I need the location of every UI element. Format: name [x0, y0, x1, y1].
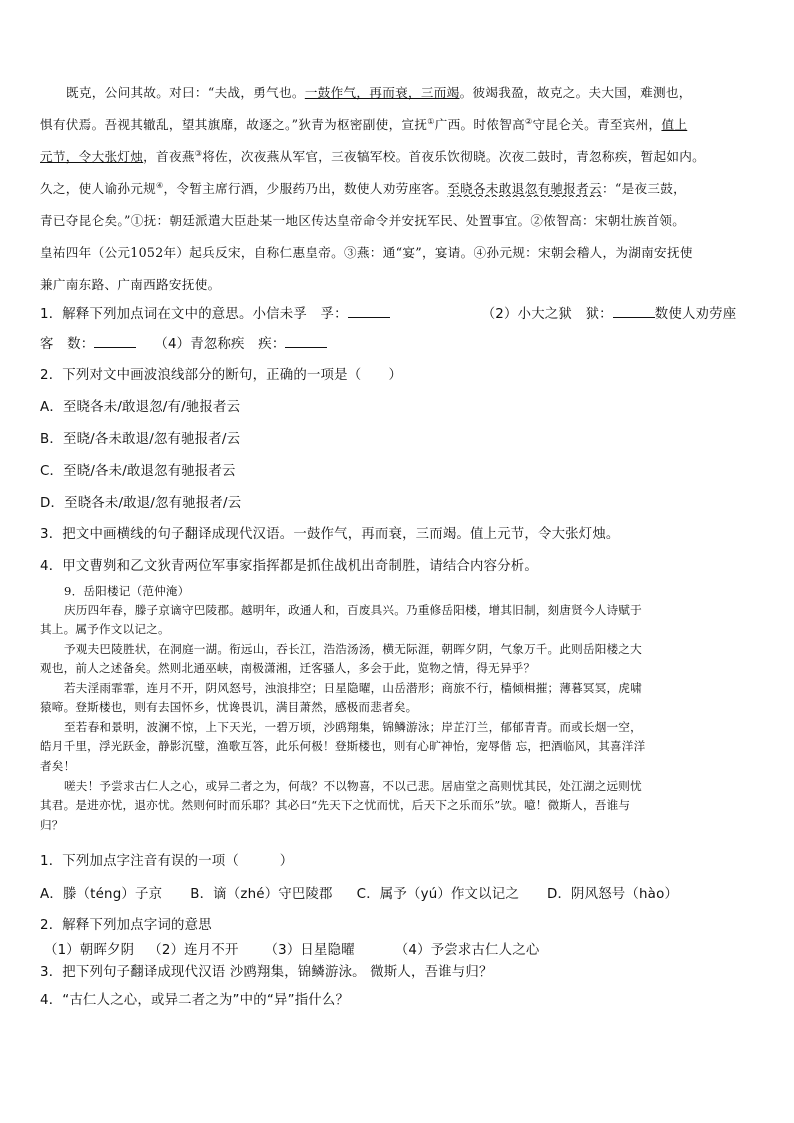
passage2-question-2: 2．解释下列加点字词的意思 [40, 918, 212, 933]
item-2: （2）连月不开 [148, 943, 239, 958]
question-3: 3．把文中画横线的句子翻译成现代汉语。一鼓作气，再而衰，三而竭。值上元节，令大张灯烛。 [40, 527, 620, 542]
passage2-line: 予观夫巴陵胜状，在洞庭一湖。衔远山，吞长江，浩浩汤汤，横无际涯，朝晖夕阴，气象万千。此则岳阳楼之大 [64, 642, 642, 656]
passage2-question-2-items [40, 939, 764, 958]
passage2-line: 观也，前人之述备矣。然则北通巫峡，南极潇湘，迁客骚人，多会于此，览物之情，得无异乎？ [40, 661, 536, 675]
passage1-line-5 [40, 210, 760, 229]
text-segment: ，令暂主席行酒，少服药乃出，数使人劝劳座客。 [163, 181, 448, 196]
passage2-line: 其君。是进亦忧，退亦忧。然则何时而乐耶？其必曰“先天下之忧而忧，后天下之乐而乐”欤。噫！微斯人，吾谁与 [40, 798, 631, 812]
passage2-line: 猿啼。登斯楼也，则有去国怀乡，忧谗畏讥，满目萧然，感极而悲者矣。 [40, 700, 418, 714]
text-segment: 既克，公问其故。对曰：“夫战，勇气也。 [66, 85, 305, 100]
item-4: （4）予尝求古仁人之心 [394, 943, 540, 958]
answer-blank[interactable] [285, 335, 327, 348]
text-segment: 青已夺昆仑矣。”①抚：朝廷派遣大臣赴某一地区传达皇帝命令并安抚军民、处置事宜。②侬智高：宋朝壮族首领。 [40, 213, 686, 228]
underlined-sentence: 元节，令大张灯烛 [40, 149, 144, 164]
passage1-line-7 [40, 274, 760, 293]
footnote-mark: ② [525, 116, 533, 126]
passage2-question-4: 4．“古仁人之心，或异二者之为”中的“异”指什么？ [40, 993, 350, 1008]
passage2-question-3: 3．把下列句子翻译成现代汉语 沙鸥翔集，锦鳞游泳。 微斯人，吾谁与归？ [40, 965, 493, 980]
underlined-sentence: 一鼓作气，再而衰，三而竭 [304, 85, 460, 100]
passage2-line: 若夫淫雨霏霏，连月不开，阴风怒号，浊浪排空；日星隐曜，山岳潜形；商旅不行，樯倾楫摧；薄暮冥冥，虎啸 [64, 681, 642, 695]
text-segment: 。彼竭我盈，故克之。夫大国，难测也， [459, 85, 692, 100]
passage1-line-2 [40, 114, 760, 133]
passage1-line-6 [40, 242, 760, 261]
text-segment: 将佐，次夜燕从军官，三夜犒军校。首夜乐饮彻晓。次夜二鼓时，青忽称疾，暂起如内。 [202, 149, 706, 164]
option-b[interactable]: B．谪（zhé）守巴陵郡 [190, 887, 333, 902]
item-3: （3）日星隐曜 [264, 943, 355, 958]
question-1-continued [40, 333, 760, 352]
question-text: 1．解释下列加点词在文中的意思。小信未孚 孚： [40, 307, 348, 322]
option-c[interactable]: C．至晓/各未/敢退忽有驰报者云 [40, 464, 236, 479]
passage2-question-1-options [40, 883, 760, 902]
answer-blank[interactable] [613, 305, 655, 318]
wavy-underlined-sentence: 至晓各未敢退忽有驰报者云 [447, 181, 602, 196]
option-d[interactable]: D．阴风怒号（hào） [546, 887, 679, 902]
option-c[interactable]: C．属予（yú）作文以记之 [356, 887, 519, 902]
answer-blank[interactable] [348, 305, 390, 318]
item-1: （1）朝晖夕阴 [44, 943, 135, 958]
answer-blank[interactable] [94, 335, 136, 348]
passage2-line: 者矣！ [40, 759, 76, 773]
text-segment: 久之，使人谕孙元规 [40, 181, 157, 196]
option-a[interactable]: A．至晓各未/敢退忽/有/驰报者云 [40, 400, 241, 415]
question-text: （2）小大之狱 狱： [481, 307, 613, 322]
question-4: 4．甲文曹刿和乙文狄青两位军事家指挥都是抓住战机出奇制胜，请结合内容分析。 [40, 559, 538, 574]
text-segment: 兼广南东路、广南西路安抚使。 [40, 277, 221, 292]
text-segment: 惧有伏焉。吾视其辙乱，望其旗靡，故逐之。”狄青为枢密副使，宣抚 [40, 117, 428, 132]
passage1-line-4 [40, 178, 760, 197]
question-text: 数使人劝劳座 [654, 307, 737, 322]
passage2-line: 其上。属予作文以记之。 [40, 622, 170, 636]
text-segment: 广西。时侬智高 [434, 117, 526, 132]
question-1 [40, 303, 760, 322]
option-a[interactable]: A．滕（téng）子京 [40, 887, 163, 902]
passage2-line: 归？ [40, 818, 64, 832]
passage2-line: 庆历四年春，滕子京谪守巴陵郡。越明年，政通人和，百废具兴。乃重修岳阳楼，增其旧制，刻唐贤今人诗赋于 [64, 603, 642, 617]
passage1-line-1 [40, 82, 760, 101]
question-text: 客 数： [40, 337, 95, 352]
passage2-line: 至若春和景明，波澜不惊，上下天光，一碧万顷，沙鸥翔集，锦鳞游泳；岸芷汀兰，郁郁青青。而或长烟一空， [64, 720, 642, 734]
passage2-line: 嗟夫！予尝求古仁人之心，或异二者之为，何哉？不以物喜，不以己悲。居庙堂之高则忧其民，处江湖之远则忧 [64, 779, 642, 793]
footnote-mark: ① [427, 116, 435, 126]
footnote-mark: ④ [156, 180, 164, 190]
question-text: （4）青忽称疾 疾： [154, 337, 286, 352]
footnote-mark: ③ [194, 148, 203, 158]
question-2: 2．下列对文中画波浪线部分的断句，正确的一项是（ ） [40, 368, 403, 383]
text-segment: ，首夜燕 [143, 149, 195, 164]
option-b[interactable]: B．至晓/各未敢退/忽有驰报者/云 [40, 432, 241, 447]
passage2-question-1: 1．下列加点字注音有误的一项（ ） [40, 854, 294, 869]
passage2-title: 9．岳阳楼记（范仲淹） [64, 584, 190, 598]
text-segment: 守昆仑关。青至宾州， [532, 117, 662, 132]
text-segment: 皇祐四年（公元1052年）起兵反宋，自称仁惠皇帝。③燕：通“宴”，宴请。④孙元规：宋朝会稽人，为湖南安抚使 [40, 245, 693, 260]
text-segment: ：“是夜三鼓， [601, 181, 687, 196]
underlined-sentence: 值上 [661, 117, 688, 132]
passage1-line-3 [40, 146, 760, 165]
option-d[interactable]: D．至晓各未/敢退/忽有驰报者/云 [40, 496, 242, 511]
passage2-line: 皓月千里，浮光跃金，静影沉璧，渔歌互答，此乐何极！登斯楼也，则有心旷神怡，宠辱偕 忘，把酒临风，其喜洋洋 [40, 739, 646, 753]
